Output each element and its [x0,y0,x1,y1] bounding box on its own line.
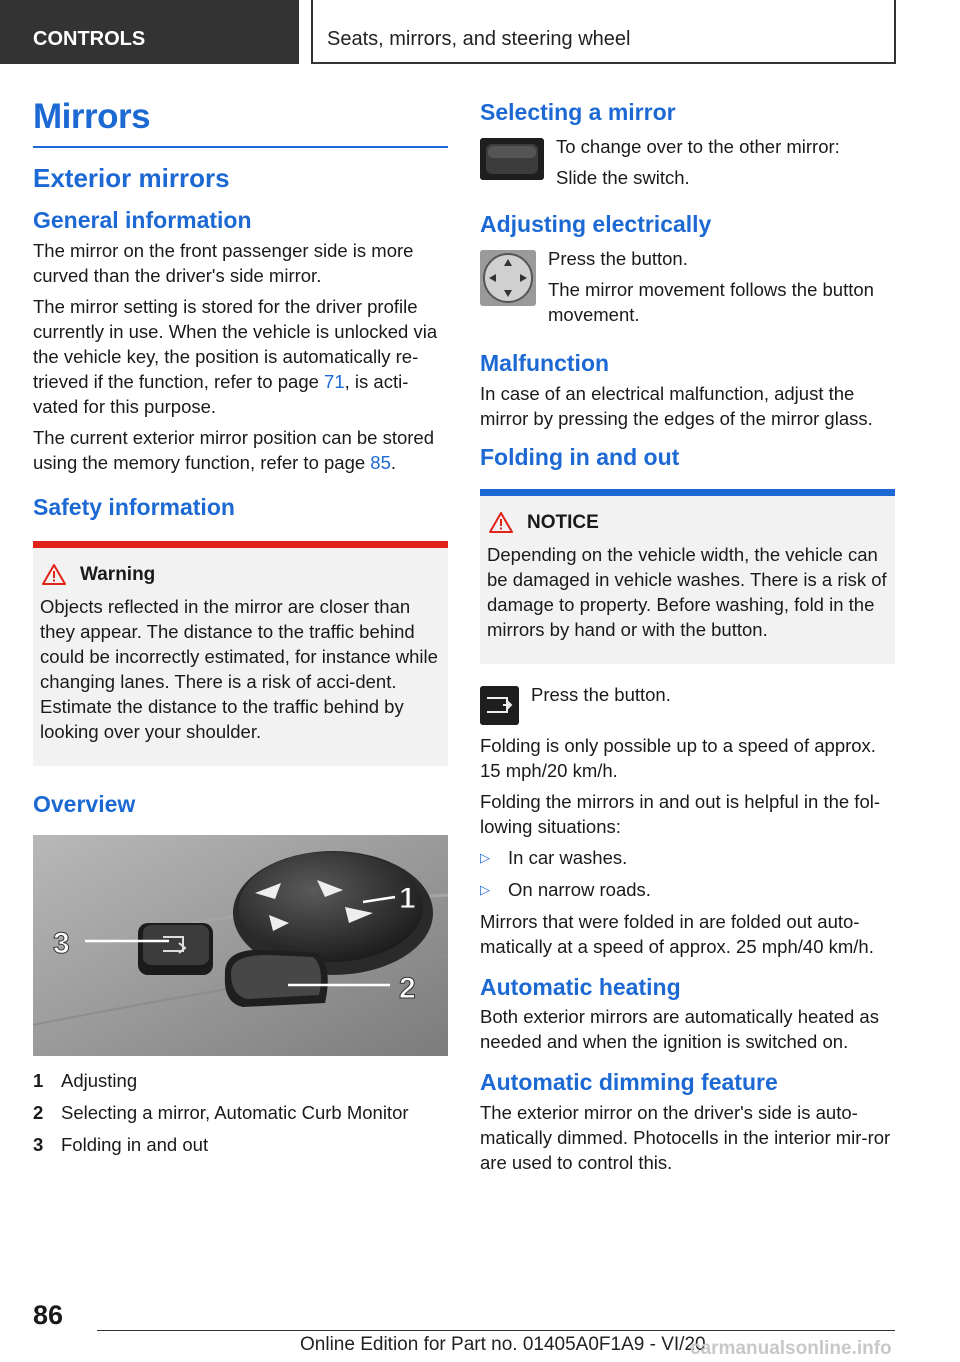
folding-text-2: Folding the mirrors in and out is helpful in the fol‐lowing situations: [480,790,881,837]
heading-safety-information: Safety information [33,493,235,520]
right-column [480,96,895,1181]
folding-text-3: Mirrors that were folded in are folded out auto‐matically at a speed of approx. 25 mph/40 km/h. [480,910,874,957]
bullet-icon: ▷ [480,881,490,897]
left-column [33,96,448,1164]
adjust-text-2: The mirror movement follows the button movement. [548,278,874,325]
edition-text: Online Edition for Part no. 01405A0F1A9 - VI/20 [300,1334,706,1355]
notice-text: Depending on the vehicle width, the vehicle can be damaged in vehicle washes. There is a risk of damage to property. Before washing, fold in the mirrors by hand or with the button. [487,543,887,640]
notice-box [480,489,895,664]
notice-warning-icon [489,512,513,533]
heading-folding: Folding in and out [480,443,680,470]
page-link-85[interactable]: 85 [370,451,391,473]
footer-divider [97,1330,895,1331]
fold-button-icon [480,686,519,725]
heading-overview: Overview [33,790,136,817]
heading-selecting-mirror: Selecting a mirror [480,99,676,125]
dimming-text: The exterior mirror on the driver's side is auto‐matically dimmed. Photocells in the interior mir‐ror are used to control this. [480,1102,891,1174]
chapter-title: Seats, mirrors, and steering wheel [311,0,896,64]
legend-item: 3 Folding in and out [33,1134,209,1156]
list-item: ▷ In car washes. [480,846,628,868]
folding-press-text: Press the button. [531,683,671,705]
adjust-button-icon [480,250,536,306]
heating-text: Both exterior mirrors are automatically heated as needed and when the ignition is switched on. [480,1006,879,1053]
general-paragraph-2: The mirror setting is stored for the driver profile currently in use. When the vehicle is unlocked via the vehicle key, the position is automatically re‐trieved if the function, refer to page 71, is acti‐vated for this purpose. [33,295,438,417]
bullet-icon: ▷ [480,849,490,865]
watermark: carmanualsonline.info [690,1338,892,1359]
heading-automatic-dimming: Automatic dimming feature [480,1069,778,1096]
warning-title: Warning [80,563,156,585]
warning-icon [42,564,66,585]
heading-automatic-heating: Automatic heating [480,973,681,1000]
photo-label-3: 3 [53,927,70,961]
heading-adjusting-electrically: Adjusting electrically [480,210,712,237]
section-tab: CONTROLS [0,0,299,64]
adjust-text-1: Press the button. [548,247,688,269]
page-header [0,0,960,66]
section-heading-exterior-mirrors: Exterior mirrors [33,163,230,193]
title-divider [33,146,448,148]
list-item: ▷ On narrow roads. [480,878,651,900]
legend-item: 1 Adjusting [33,1070,138,1092]
general-paragraph-1: The mirror on the front passenger side is more curved than the driver's side mirror. [33,239,414,286]
heading-general-information: General information [33,206,252,233]
notice-title: NOTICE [527,511,599,533]
select-text-2: Slide the switch. [556,166,690,188]
legend-item: 2 Selecting a mirror, Automatic Curb Monitor [33,1102,409,1124]
mirror-controls-photo [33,835,448,1056]
malfunction-text: In case of an electrical malfunction, adjust the mirror by pressing the edges of the mirror glass. [480,382,873,429]
photo-label-1: 1 [399,882,416,916]
select-text-1: To change over to the other mirror: [556,135,840,157]
page-title: Mirrors [33,97,151,136]
page-link-71[interactable]: 71 [324,370,345,392]
mirror-switch-icon [480,138,544,180]
photo-label-2: 2 [399,972,416,1006]
page-number: 86 [33,1300,64,1330]
folding-text-1: Folding is only possible up to a speed of approx. 15 mph/20 km/h. [480,734,876,781]
warning-text: Objects reflected in the mirror are closer than they appear. The distance to the traffic behind could be incorrectly estimated, for instance while changing lanes. There is a risk of acci‐dent. Estimate the distance to the traffic behind by looking over your shoulder. [40,595,438,742]
general-paragraph-3: The current exterior mirror position can be stored using the memory function, refer to page 85. [33,426,435,473]
heading-malfunction: Malfunction [480,349,610,376]
warning-box [33,541,448,766]
